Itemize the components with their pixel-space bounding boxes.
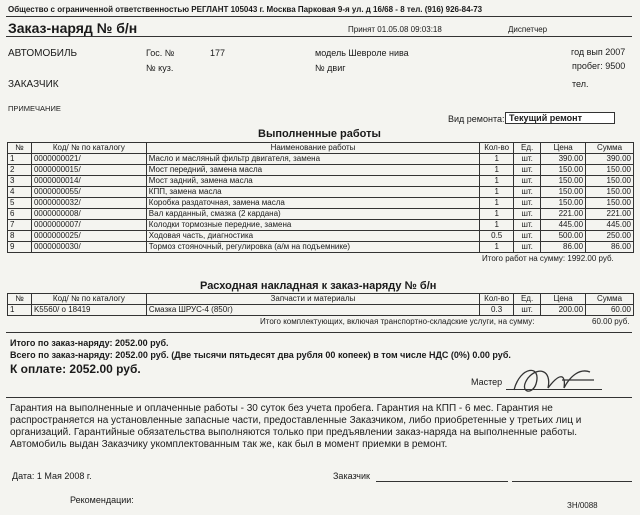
table-row: 4 0000000055/ КПП, замена масла 1 шт. 150.00 150.00 bbox=[8, 187, 634, 198]
customer-sign-line-a bbox=[376, 481, 508, 482]
parts-col-unit: Ед. bbox=[514, 294, 541, 305]
doc-code: ЗН/0088 bbox=[567, 501, 598, 510]
order-title: Заказ-наряд № б/н bbox=[8, 20, 138, 36]
master-signature bbox=[508, 360, 598, 400]
parts-col-name: Запчасти и материалы bbox=[146, 294, 479, 305]
warranty-line-2: распространяется на установленные запасные части, предоставленные Заказчиком, либо приобретенные у третьих лиц и bbox=[10, 415, 582, 426]
car-label: АВТОМОБИЛЬ bbox=[8, 48, 78, 59]
parts-col-number: № bbox=[8, 294, 32, 305]
repair-type-value: Текущий ремонт bbox=[505, 112, 615, 124]
dispatcher-label: Диспетчер bbox=[508, 25, 548, 34]
header-divider bbox=[6, 16, 632, 17]
table-row: 3 0000000014/ Мост задний, замена масла 1 шт. 150.00 150.00 bbox=[8, 176, 634, 187]
table-row: 1 0000000021/ Масло и масляный фильтр двигателя, замена 1 шт. 390.00 390.00 bbox=[8, 154, 634, 165]
parts-col-qty: Кол-во bbox=[480, 294, 514, 305]
tel-label: тел. bbox=[572, 79, 589, 89]
title-divider bbox=[6, 36, 632, 37]
parts-total-value: 60.00 руб. bbox=[592, 317, 630, 326]
works-col-number: № bbox=[8, 143, 32, 154]
parts-col-price: Цена bbox=[541, 294, 586, 305]
car-year: год вып 2007 bbox=[571, 47, 626, 57]
customer-sign-label: Заказчик bbox=[333, 471, 370, 481]
parts-title: Расходная накладная к заказ-наряду № б/н bbox=[200, 280, 437, 292]
recommendations-label: Рекомендации: bbox=[70, 495, 134, 505]
repair-type-label: Вид ремонта: bbox=[448, 114, 505, 124]
order-total-words: Всего по заказ-наряду: 2052.00 руб. (Две тысячи пятьдесят два рубля 00 копеек) в том числе НДС (0%) 0.00 руб. bbox=[10, 350, 511, 360]
table-row: 8 0000000025/ Ходовая часть, диагностика 0.5 шт. 500.00 250.00 bbox=[8, 231, 634, 242]
works-title: Выполненные работы bbox=[258, 128, 381, 140]
works-col-price: Цена bbox=[541, 143, 586, 154]
warranty-line-4: Автомобиль выдан Заказчику укомплектованным так же, как был в момент приемки в ремонт. bbox=[10, 439, 448, 450]
parts-total-label: Итого комплектующих, включая транспортно-складские услуги, на сумму: bbox=[260, 317, 535, 326]
table-row: 6 0000000008/ Вал карданный, смазка (2 кардана) 1 шт. 221.00 221.00 bbox=[8, 209, 634, 220]
parts-table bbox=[7, 293, 634, 316]
works-col-name: Наименование работы bbox=[146, 143, 479, 154]
table-row: 7 0000000007/ Колодки тормозные передние, замена 1 шт. 445.00 445.00 bbox=[8, 220, 634, 231]
car-model: модель Шевроле нива bbox=[315, 48, 409, 58]
summary-divider bbox=[6, 332, 632, 333]
table-row: 5 0000000032/ Коробка раздаточная, замена масла 1 шт. 150.00 150.00 bbox=[8, 198, 634, 209]
order-total: Итого по заказ-наряду: 2052.00 руб. bbox=[10, 338, 169, 348]
engine-number-label: № двиг bbox=[315, 63, 346, 73]
works-table bbox=[7, 142, 634, 253]
to-pay: К оплате: 2052.00 руб. bbox=[10, 362, 141, 376]
gos-value: 177 bbox=[210, 48, 226, 58]
parts-col-sum: Сумма bbox=[586, 294, 634, 305]
accepted-timestamp: Принят 01.05.08 09:03:18 bbox=[348, 25, 442, 34]
table-row: 2 0000000015/ Мост передний, замена масла 1 шт. 150.00 150.00 bbox=[8, 165, 634, 176]
gos-label: Гос. № bbox=[146, 48, 175, 58]
works-total: Итого работ на сумму: 1992.00 руб. bbox=[482, 254, 614, 263]
table-row: 9 0000000030/ Тормоз стояночный, регулировка (а/м на подъемнике) 1 шт. 86.00 86.00 bbox=[8, 242, 634, 253]
works-col-qty: Кол-во bbox=[480, 143, 514, 154]
works-col-unit: Ед. bbox=[514, 143, 541, 154]
body-number-label: № куз. bbox=[146, 63, 174, 73]
warranty-line-3: организаций. Гарантийные обязательства выполняются только при предъявлении заказ-наряда на выполненные работы. bbox=[10, 427, 578, 438]
order-date: Дата: 1 Мая 2008 г. bbox=[12, 471, 92, 481]
note-label: ПРИМЕЧАНИЕ bbox=[8, 104, 61, 113]
company-header: Общество с ограниченной ответственностью РЕГЛАНТ 105043 г. Москва Парковая 9-я ул. д 16/68 - 8 тел. (916) 926-84-73 bbox=[8, 5, 483, 14]
parts-col-code: Код/ № по каталогу bbox=[31, 294, 146, 305]
customer-label: ЗАКАЗЧИК bbox=[8, 79, 59, 90]
table-row: 1 K5560/ о 18419 Смазка ШРУС-4 (850г) 0.3 шт. 200.00 60.00 bbox=[8, 305, 634, 316]
warranty-divider bbox=[6, 397, 632, 398]
works-col-sum: Сумма bbox=[586, 143, 634, 154]
car-mileage: пробег: 9500 bbox=[572, 61, 626, 71]
works-col-code: Код/ № по каталогу bbox=[31, 143, 146, 154]
customer-sign-line-b bbox=[512, 481, 632, 482]
master-label: Мастер bbox=[471, 377, 503, 387]
warranty-line-1: Гарантия на выполненные и оплаченные работы - 30 суток без учета пробега. Гарантия на КПП - 6 мес. Гарантия не bbox=[10, 403, 553, 414]
